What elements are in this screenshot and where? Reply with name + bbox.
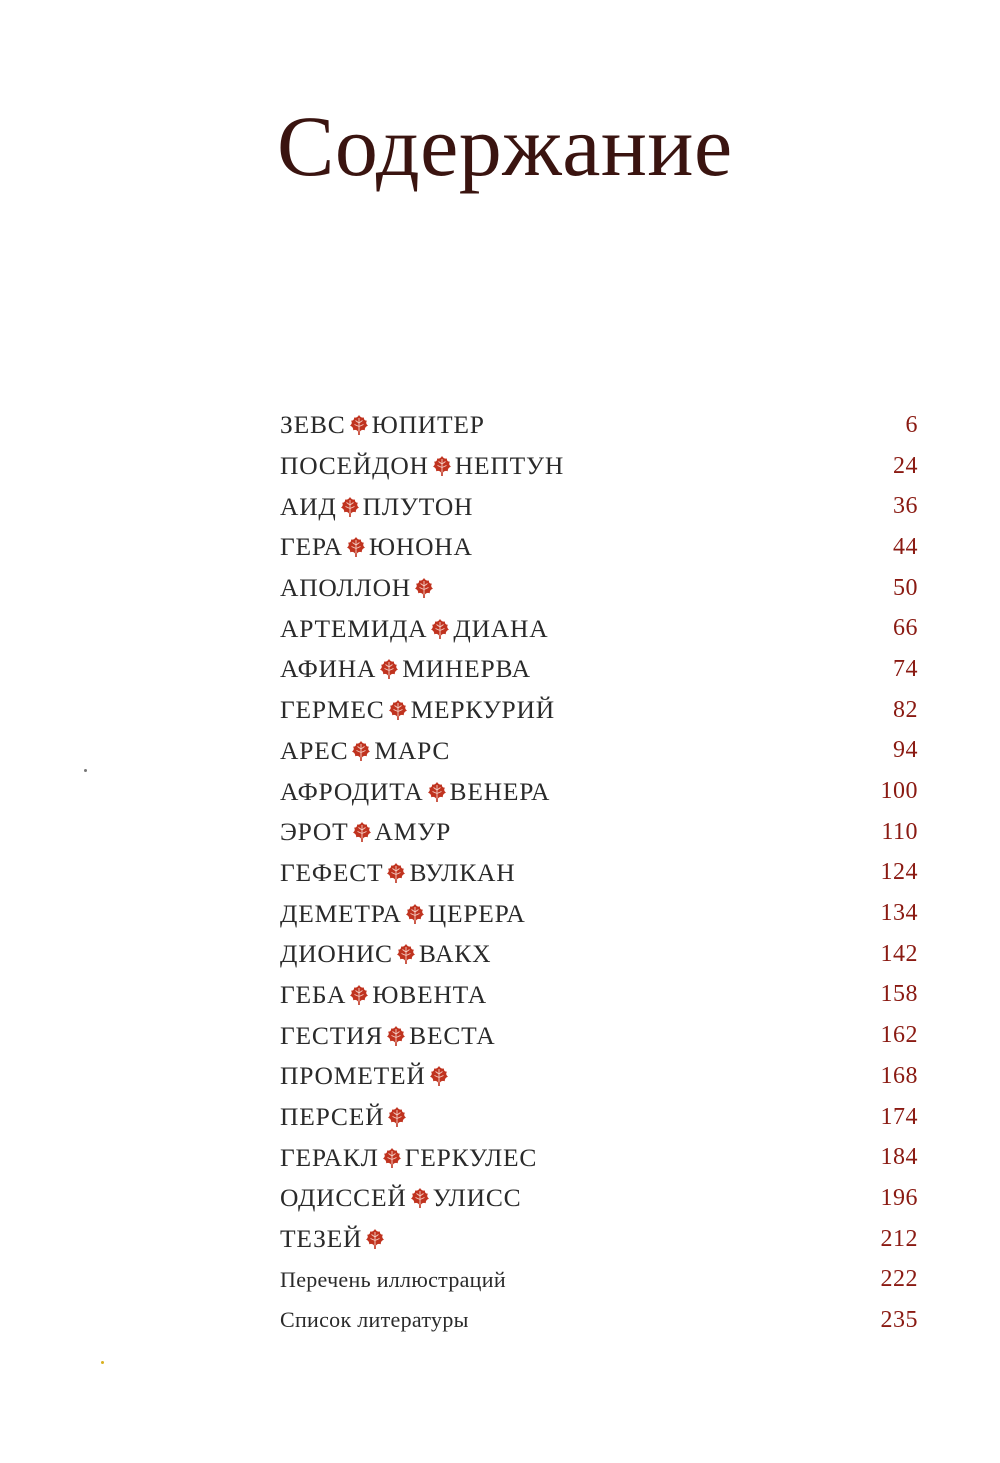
toc-entry[interactable] — [280, 771, 918, 812]
roman-name: ВАКХ — [418, 939, 492, 969]
greek-name: ГЕРА — [280, 532, 343, 562]
greek-name: АФРОДИТА — [280, 776, 424, 806]
roman-name: МИНЕРВА — [402, 654, 531, 684]
greek-name: ГЕРМЕС — [280, 695, 385, 725]
page-number: 44 — [893, 533, 918, 560]
page-number: 174 — [880, 1103, 918, 1130]
toc-entry[interactable] — [280, 486, 918, 527]
roman-name: ЮПИТЕР — [371, 410, 485, 440]
greek-name: ЗЕВС — [280, 410, 346, 440]
greek-name: АПОЛЛОН — [280, 573, 411, 603]
toc-entry-title — [280, 1224, 388, 1254]
toc-entry[interactable] — [280, 1097, 918, 1138]
red-leaf-ornament-icon — [387, 1106, 407, 1128]
toc-entry[interactable] — [280, 1137, 918, 1178]
red-leaf-ornament-icon — [340, 496, 360, 518]
toc-entry-title — [280, 654, 531, 684]
page-number: 50 — [893, 574, 918, 601]
red-leaf-ornament-icon — [386, 1025, 406, 1047]
red-leaf-ornament-icon — [414, 577, 434, 599]
greek-name: ГЕСТИЯ — [280, 1020, 384, 1050]
toc-entry-title — [280, 1061, 452, 1091]
roman-name: АМУР — [374, 817, 452, 847]
toc-entry[interactable] — [280, 405, 918, 446]
page-number: 100 — [880, 778, 918, 805]
toc-entry-title — [280, 695, 555, 725]
page-number: 74 — [893, 655, 918, 682]
page-number: 134 — [880, 900, 918, 927]
page-number: 110 — [881, 818, 918, 845]
greek-name: ГЕРАКЛ — [280, 1142, 379, 1172]
toc-entry-title — [280, 939, 491, 969]
roman-name: УЛИСС — [432, 1183, 522, 1213]
greek-name: ДИОНИС — [280, 939, 393, 969]
page-number: 222 — [880, 1266, 918, 1293]
page-number: 184 — [880, 1144, 918, 1171]
page-number: 158 — [880, 981, 918, 1008]
page-number: 168 — [880, 1062, 918, 1089]
appendix-title: Список литературы — [280, 1307, 469, 1333]
red-leaf-ornament-icon — [386, 862, 406, 884]
toc-entry[interactable] — [280, 975, 918, 1016]
toc-entry-title — [280, 1143, 537, 1173]
roman-name: ВУЛКАН — [409, 857, 516, 887]
toc-entry[interactable] — [280, 690, 918, 731]
toc-entry[interactable] — [280, 853, 918, 894]
roman-name: ВЕСТА — [409, 1020, 496, 1050]
roman-name: ГЕРКУЛЕС — [404, 1142, 538, 1172]
toc-entry[interactable] — [280, 934, 918, 975]
page-number: 235 — [880, 1306, 918, 1333]
toc-entry-title — [280, 858, 516, 888]
red-leaf-ornament-icon — [352, 821, 372, 843]
toc-entry[interactable] — [280, 1056, 918, 1097]
appendix-title: Перечень иллюстраций — [280, 1266, 506, 1292]
toc-entry-title — [280, 573, 437, 603]
red-leaf-ornament-icon — [382, 1147, 402, 1169]
greek-name: ОДИССЕЙ — [280, 1183, 407, 1213]
toc-entry[interactable] — [280, 568, 918, 609]
roman-name: МЕРКУРИЙ — [410, 695, 555, 725]
toc-entry-title — [280, 492, 473, 522]
toc-entry-title — [280, 736, 450, 766]
toc-entry[interactable] — [280, 649, 918, 690]
red-leaf-ornament-icon — [379, 658, 399, 680]
roman-name: ЮВЕНТА — [372, 979, 487, 1009]
table-of-contents — [280, 405, 918, 1341]
red-leaf-ornament-icon — [410, 1187, 430, 1209]
toc-entry[interactable] — [280, 1219, 918, 1260]
toc-entry[interactable] — [280, 731, 918, 772]
red-leaf-ornament-icon — [388, 699, 408, 721]
toc-entry[interactable] — [280, 446, 918, 487]
toc-entry-title — [280, 532, 473, 562]
red-leaf-ornament-icon — [429, 1065, 449, 1087]
roman-name: ВЕНЕРА — [449, 776, 551, 806]
greek-name: АИД — [280, 491, 337, 521]
toc-entry-title — [280, 1102, 410, 1132]
red-leaf-ornament-icon — [427, 781, 447, 803]
red-leaf-ornament-icon — [405, 903, 425, 925]
toc-entry-title — [280, 1183, 521, 1213]
greek-name: ЭРОТ — [280, 817, 349, 847]
page-number: 24 — [893, 452, 918, 479]
greek-name: АРТЕМИДА — [280, 613, 428, 643]
roman-name: НЕПТУН — [454, 451, 565, 481]
red-leaf-ornament-icon — [351, 740, 371, 762]
toc-appendix-entry[interactable] — [280, 1259, 918, 1300]
red-leaf-ornament-icon — [349, 984, 369, 1006]
page-number: 66 — [893, 615, 918, 642]
toc-entry[interactable] — [280, 812, 918, 853]
greek-name: ПЕРСЕЙ — [280, 1102, 385, 1132]
red-leaf-ornament-icon — [396, 943, 416, 965]
red-leaf-ornament-icon — [430, 618, 450, 640]
toc-entry[interactable] — [280, 608, 918, 649]
toc-entry-title — [280, 980, 487, 1010]
greek-name: ДЕМЕТРА — [280, 898, 402, 928]
greek-name: ГЕФЕСТ — [280, 857, 384, 887]
roman-name: ДИАНА — [453, 613, 549, 643]
page-number: 162 — [880, 1022, 918, 1049]
toc-entry-title — [280, 899, 526, 929]
print-speck — [84, 769, 87, 772]
greek-name: АРЕС — [280, 735, 349, 765]
red-leaf-ornament-icon — [432, 455, 452, 477]
toc-appendix-entry[interactable] — [280, 1300, 918, 1341]
page-number: 82 — [893, 696, 918, 723]
toc-entry[interactable] — [280, 1178, 918, 1219]
greek-name: ПОСЕЙДОН — [280, 451, 429, 481]
toc-entry-title — [280, 410, 485, 440]
greek-name: ПРОМЕТЕЙ — [280, 1061, 426, 1091]
roman-name: ПЛУТОН — [362, 491, 474, 521]
red-leaf-ornament-icon — [346, 536, 366, 558]
page-number: 142 — [880, 940, 918, 967]
toc-entry[interactable] — [280, 1015, 918, 1056]
toc-entry-title — [280, 451, 564, 481]
red-leaf-ornament-icon — [349, 414, 369, 436]
page-number: 36 — [893, 493, 918, 520]
toc-entry-title — [280, 614, 548, 644]
greek-name: ГЕБА — [280, 979, 347, 1009]
page-number: 94 — [893, 737, 918, 764]
roman-name: ЮНОНА — [368, 532, 473, 562]
page-number: 6 — [905, 411, 918, 438]
print-speck — [101, 1361, 104, 1364]
roman-name: МАРС — [374, 735, 451, 765]
toc-entry-title — [280, 1021, 495, 1051]
greek-name: ТЕЗЕЙ — [280, 1224, 363, 1254]
greek-name: АФИНА — [280, 654, 377, 684]
toc-entry[interactable] — [280, 893, 918, 934]
toc-entry-title — [280, 817, 451, 847]
page-number: 196 — [880, 1184, 918, 1211]
toc-entry[interactable] — [280, 527, 918, 568]
toc-entry-title — [280, 777, 550, 807]
page-number: 212 — [880, 1225, 918, 1252]
page-title: Содержание — [277, 98, 733, 194]
page-number: 124 — [880, 859, 918, 886]
roman-name: ЦЕРЕРА — [427, 898, 526, 928]
red-leaf-ornament-icon — [365, 1228, 385, 1250]
